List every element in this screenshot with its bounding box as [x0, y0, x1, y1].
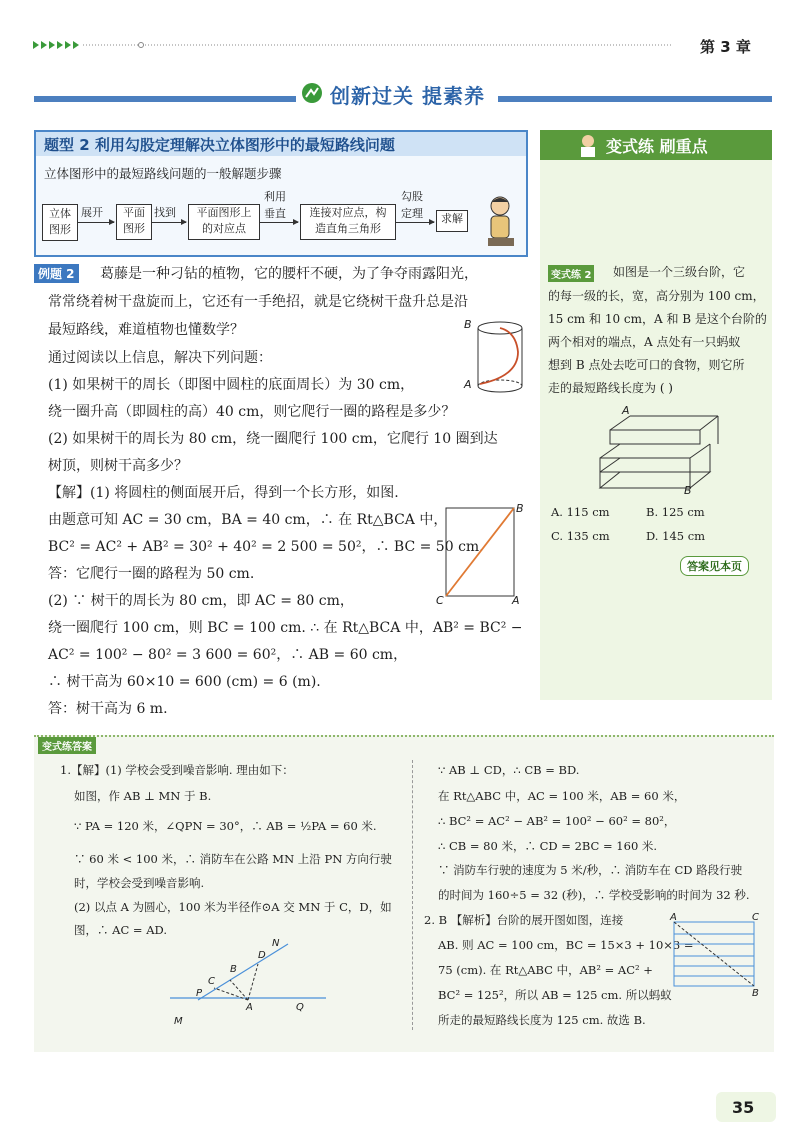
- answers-divider: [412, 760, 413, 1030]
- student-icon: [574, 132, 602, 158]
- choice-c[interactable]: C. 135 cm: [551, 529, 610, 543]
- flow-arrow-4: [396, 222, 434, 223]
- unfold-label-a: A: [670, 912, 677, 923]
- fig-label-n: N: [272, 938, 280, 949]
- flow-step-3: 平面图形上 的对应点: [188, 204, 260, 240]
- solution-line-9: 答：树干高为 6 m.: [48, 701, 168, 717]
- cylinder-label-a: A: [464, 378, 472, 391]
- answer-left-4: ∵ 60 米 < 100 米，∴ 消防车在公路 MN 上沿 PN 方向行驶: [74, 852, 392, 866]
- rect-label-c: C: [436, 594, 444, 607]
- example-badge-wrap: [34, 263, 79, 283]
- thinker-illustration: [482, 194, 520, 250]
- unfold-label-b: B: [752, 988, 759, 999]
- answer-right-3: ∴ BC² = AC² − AB² = 100² − 60² = 80²，: [438, 814, 676, 828]
- flow-label-2: 找到: [154, 206, 176, 219]
- answer-left-5: 时，学校会受到噪音影响.: [74, 876, 205, 890]
- practice-badge: 变式练 2: [548, 265, 594, 282]
- example-line-7: (2) 如果树干的周长为 80 cm，绕一圈爬行 100 cm，它爬行 10 圈到达: [48, 431, 498, 447]
- answer-right-2: 在 Rt△ABC 中，AC = 100 米，AB = 60 米，: [438, 789, 686, 803]
- fig-label-m: M: [174, 1016, 183, 1027]
- example-line-5: (1) 如果树干的周长（即图中圆柱的底面周长）为 30 cm，: [48, 377, 415, 393]
- answers-tag: 变式练答案: [38, 737, 96, 754]
- stairs-unfold-figure: [668, 912, 764, 998]
- noise-figure: [168, 940, 328, 1026]
- answer-right-6: 的时间为 160÷5 = 32 (秒)，∴ 学校受影响的时间为 32 秒.: [438, 888, 750, 902]
- choice-a[interactable]: A. 115 cm: [551, 505, 610, 519]
- practice-badge-wrap: [548, 263, 594, 282]
- practice-line-1: 如图是一个三级台阶，它: [613, 265, 746, 279]
- example-line-2: 常常绕着树干盘旋而上，它还有一手绝招，就是它绕树干盘升总是沿: [48, 294, 468, 310]
- fig-label-d: D: [258, 950, 266, 961]
- answer-right-1: ∵ AB ⊥ CD，∴ CB = BD.: [438, 763, 580, 777]
- practice-line-5: 想到 B 点处去吃可口的食物，则它所: [548, 358, 745, 372]
- banner-title: 创新过关 提素养: [330, 84, 485, 108]
- flow-step-4: 连接对应点，构 造直角三角形: [300, 204, 396, 240]
- type-title: 题型 2 利用勾股定理解决立体图形中的最短路线问题: [44, 136, 395, 154]
- unfold-label-c: C: [752, 912, 759, 923]
- answer-link[interactable]: 答案见本页: [680, 556, 749, 576]
- answer-left-7: 图，∴ AC = AD.: [74, 923, 167, 937]
- answer-right-11: 所走的最短路线长度为 125 cm. 故选 B.: [438, 1013, 646, 1027]
- type-subtitle: 立体图形中的最短路线问题的一般解题步骤: [44, 166, 282, 181]
- choice-b[interactable]: B. 125 cm: [646, 505, 705, 519]
- flow-label-4: 勾股 定理: [401, 190, 423, 220]
- answer-right-7: 2. B 【解析】台阶的展开图如图，连接: [424, 913, 624, 927]
- unfolded-rectangle-figure: [440, 506, 522, 604]
- practice-line-3: 15 cm 和 10 cm，A 和 B 是这个台阶的: [548, 312, 767, 326]
- practice-title: 变式练 刷重点: [606, 137, 708, 156]
- fig-label-c: C: [208, 976, 215, 987]
- type-header: [36, 132, 526, 156]
- flow-arrow-1: [78, 222, 114, 223]
- fig-label-b: B: [230, 964, 237, 975]
- stairs-label-a: A: [622, 404, 630, 417]
- stairs-label-b: B: [684, 484, 692, 497]
- rect-label-b: B: [516, 502, 524, 515]
- solution-line-4: 答：它爬行一圈的路程为 50 cm.: [48, 566, 255, 582]
- choice-d[interactable]: D. 145 cm: [646, 529, 706, 543]
- flow-arrow-2: [152, 222, 186, 223]
- example-line-8: 树顶，则树干高多少？: [48, 458, 188, 474]
- solution-line-1: 【解】(1) 将圆柱的侧面展开后，得到一个长方形，如图.: [48, 485, 399, 501]
- cylinder-figure: [462, 316, 530, 398]
- fig-label-q: Q: [296, 1002, 304, 1013]
- solution-line-3: BC² = AC² + AB² = 30² + 40² = 2 500 = 50²，∴ BC = 50 cm.: [48, 539, 484, 555]
- cylinder-label-b: B: [464, 318, 472, 331]
- answer-right-10: BC² = 125²，所以 AB = 125 cm. 所以蚂蚁: [438, 988, 672, 1002]
- practice-line-6: 走的最短路线长度为 ( ): [548, 381, 673, 395]
- practice-line-4: 两个相对的端点，A 点处有一只蚂蚁: [548, 335, 741, 349]
- flow-arrow-3: [260, 222, 298, 223]
- solution-line-6: 绕一圈爬行 100 cm，则 BC = 100 cm. ∴ 在 Rt△BCA 中，AB² = BC² −: [48, 620, 523, 636]
- example-line-3: 最短路线，难道植物也懂数学？: [48, 322, 244, 338]
- answer-right-5: ∵ 消防车行驶的速度为 5 米/秒，∴ 消防车在 CD 路段行驶: [438, 863, 743, 877]
- practice-header: [540, 130, 772, 160]
- answer-left-6: (2) 以点 A 为圆心，100 米为半径作⊙A 交 MN 于 C，D，如: [74, 900, 392, 914]
- flow-step-2: 平面 图形: [116, 204, 152, 240]
- growth-icon: [300, 82, 324, 104]
- flow-step-5: 求解: [436, 210, 468, 232]
- answer-right-4: ∴ CB = 80 米，∴ CD = 2BC = 160 米.: [438, 839, 658, 853]
- flow-label-3: 利用 垂直: [264, 190, 286, 220]
- rect-label-a: A: [512, 594, 520, 607]
- flow-step-1: 立体 图形: [42, 204, 78, 241]
- page-number: 35: [732, 1098, 755, 1117]
- header-dotted-rule: [33, 40, 673, 50]
- stairs-figure: [590, 402, 720, 498]
- example-line-1: 葛藤是一种刁钻的植物，它的腰杆不硬，为了争夺雨露阳光，: [100, 266, 478, 282]
- answer-right-9: 75 (cm). 在 Rt△ABC 中，AB² = AC² +: [438, 963, 653, 977]
- example-badge: 例题 2: [34, 264, 79, 283]
- answer-left-3: ∵ PA = 120 米，∠QPN = 30°，∴ AB = ½PA = 60 米.: [74, 819, 377, 833]
- fig-label-a: A: [246, 1002, 253, 1013]
- banner-rule-right: [498, 96, 772, 102]
- solution-line-2: 由题意可知 AC = 30 cm，BA = 40 cm，∴ 在 Rt△BCA 中，: [48, 512, 448, 528]
- fig-label-p: P: [196, 988, 203, 999]
- solution-line-8: ∴ 树干高为 60×10 = 600 (cm) = 6 (m).: [48, 674, 321, 690]
- solution-line-7: AC² = 100² − 80² = 3 600 = 60²，∴ AB = 60 cm，: [48, 647, 408, 663]
- practice-line-2: 的每一级的长，宽，高分别为 100 cm，: [548, 289, 765, 303]
- question-type-box: [34, 130, 528, 257]
- answer-left-1: 1.【解】(1) 学校会受到噪音影响. 理由如下：: [60, 763, 294, 777]
- chapter-label: 第 3 章: [700, 38, 751, 56]
- solution-line-5: (2) ∵ 树干的周长为 80 cm，即 AC = 80 cm，: [48, 593, 354, 609]
- answer-left-2: 如图，作 AB ⊥ MN 于 B.: [74, 789, 212, 803]
- flow-label-1: 展开: [81, 206, 103, 219]
- example-line-4: 通过阅读以上信息，解决下列问题：: [48, 350, 272, 366]
- banner-rule-left: [34, 96, 296, 102]
- answer-right-8: AB. 则 AC = 100 cm，BC = 15×3 + 10×3 =: [438, 938, 694, 952]
- example-line-6: 绕一圈升高（即圆柱的高）40 cm，则它爬行一圈的路程是多少？: [48, 404, 456, 420]
